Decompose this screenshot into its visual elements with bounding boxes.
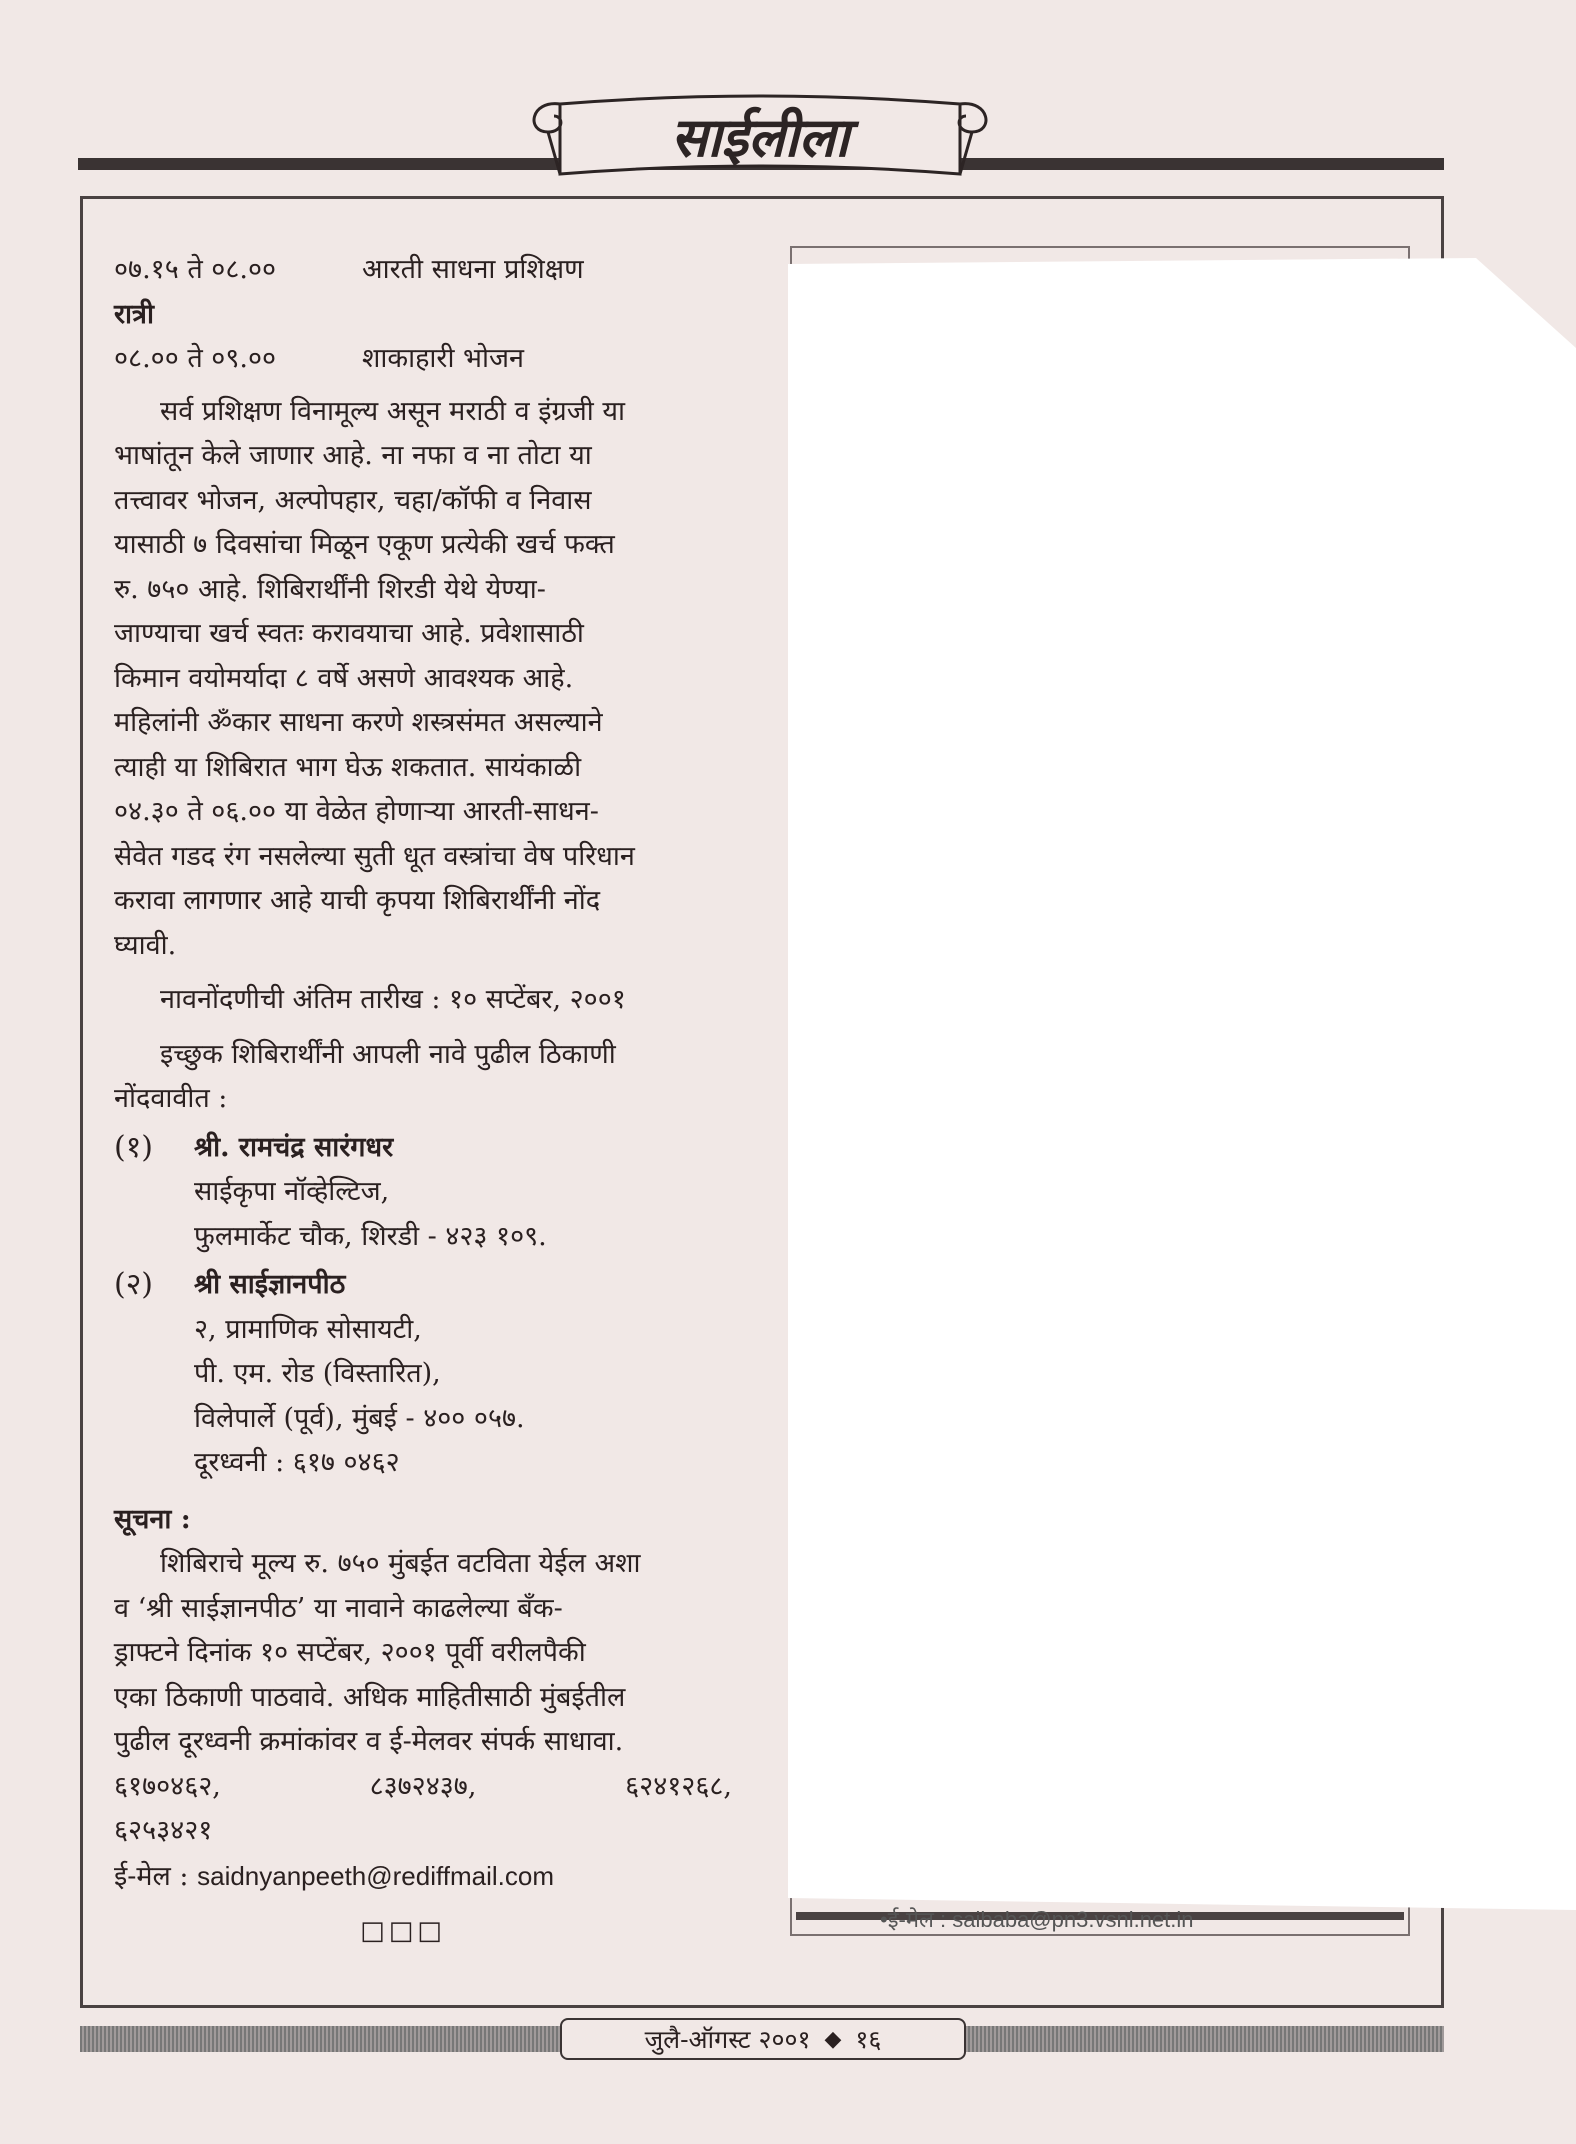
diamond-icon: ◆	[824, 2026, 842, 2052]
address-line: दूरध्वनी : ६१७ ०४६२	[194, 1447, 400, 1478]
paragraph-line: रु. ७५० आहे. शिबिरार्थींनी शिरडी येथे येण्या-	[114, 573, 546, 605]
phone-number: ८३७२४३७,	[369, 1770, 477, 1802]
notice-line: शिबिराचे मूल्य रु. ७५० मुंबईत वटविता येईल अशा	[160, 1548, 641, 1579]
paragraph-line: भाषांतून केले जाणार आहे. ना नफा व ना तोटा या	[114, 440, 592, 471]
schedule-activity: शाकाहारी भोजन	[362, 343, 525, 374]
phone-number: ६१७०४६२,	[114, 1770, 221, 1802]
schedule-row	[114, 248, 732, 293]
phone-number: ६२५३४२१	[114, 1815, 213, 1846]
notice-section	[114, 1498, 732, 1954]
email-label: ई-मेल :	[114, 1860, 189, 1892]
schedule-time: ०८.०० ते ०९.००	[114, 343, 277, 374]
notice-line: व ‘श्री साईज्ञानपीठ’ या नावाने काढलेल्या बँक-	[114, 1592, 563, 1624]
paragraph-line: त्याही या शिबिरात भाग घेऊ शकतात. सायंकाळी	[114, 751, 582, 783]
paragraph-line: नोंदवावीत :	[114, 1083, 228, 1114]
schedule-time: ०७.१५ ते ०८.००	[114, 254, 277, 285]
paragraph-line: यासाठी ७ दिवसांचा मिळून एकूण प्रत्येकी खर्च फक्त	[114, 529, 615, 560]
address-name: श्री. रामचंद्र सारंगधर	[194, 1131, 394, 1163]
phone-numbers	[114, 1765, 732, 1810]
paragraph-line: जाण्याचा खर्च स्वतः करावयाचा आहे. प्रवेशासाठी	[114, 618, 584, 649]
email-address: saidnyanpeeth@rediffmail.com	[197, 1860, 554, 1891]
footer-issue-box	[560, 2018, 966, 2060]
pasted-paper-slip	[786, 258, 1576, 1910]
paragraph-line: महिलांनी ॐकार साधना करणे शस्त्रसंमत असल्याने	[114, 707, 603, 738]
phone-number: ६२४१२६८,	[625, 1770, 732, 1802]
paragraph-line: घ्यावी.	[114, 929, 177, 961]
right-column-email: •ई-मेल : saibaba@pn3.vsnl.net.in	[880, 1907, 1194, 1932]
address-name: श्री साईज्ञानपीठ	[194, 1269, 346, 1300]
paragraph-line: ०४.३० ते ०६.०० या वेळेत होणाऱ्या आरती-साधन-	[114, 796, 599, 827]
registration-deadline: नावनोंदणीची अंतिम तारीख : १० सप्टेंबर, २००१	[160, 984, 626, 1015]
notice-heading: सूचना :	[114, 1503, 191, 1535]
address-line: विलेपार्ले (पूर्व), मुंबई - ४०० ०५७.	[194, 1402, 525, 1434]
schedule-row	[114, 337, 732, 382]
schedule-heading: रात्री	[114, 298, 154, 330]
address-number: (१)	[114, 1129, 154, 1165]
paragraph-line: करावा लागणार आहे याची कृपया शिबिरार्थींनी नोंद	[114, 885, 601, 916]
paragraph-line: सेवेत गडद रंग नसलेल्या सुती धूत वस्त्रांचा वेष परिधान	[114, 840, 635, 872]
email-line	[114, 1854, 732, 1900]
magazine-title: साईलीला	[670, 105, 850, 169]
notice-line: एका ठिकाणी पाठवावे. अधिक माहितीसाठी मुंबईतील	[114, 1681, 626, 1713]
paragraph-line: किमान वयोमर्यादा ८ वर्षे असणे आवश्यक आहे.	[114, 662, 574, 694]
address-number: (२)	[114, 1267, 154, 1302]
register-intro	[114, 1033, 732, 1122]
address-line: पी. एम. रोड (विस्तारित),	[194, 1358, 441, 1389]
address-line: साईकृपा नॉव्हेल्टिज,	[194, 1176, 390, 1207]
issue-date: जुलै-ऑगस्ट २००१	[644, 2025, 811, 2054]
notice-line: पुढील दूरध्वनी क्रमांकांवर व ई-मेलवर संपर्क साधावा.	[114, 1726, 624, 1757]
left-column	[114, 248, 732, 1954]
paragraph-line: तत्त्वावर भोजन, अल्पोपहार, चहा/कॉफी व निवास	[114, 484, 592, 516]
page-number: १६	[855, 2025, 882, 2054]
notice-line: ड्राफ्टने दिनांक १० सप्टेंबर, २००१ पूर्वी वरीलपैकी	[114, 1637, 586, 1668]
address-line: २, प्रामाणिक सोसायटी,	[194, 1313, 422, 1345]
end-mark-icon: □□□	[360, 1916, 446, 1946]
address-line: फुलमार्केट चौक, शिरडी - ४२३ १०९.	[194, 1220, 547, 1252]
address-1	[114, 1126, 732, 1260]
paragraph-line: सर्व प्रशिक्षण विनामूल्य असून मराठी व इंग्रजी या	[160, 395, 625, 427]
paragraph-line: इच्छुक शिबिरार्थींनी आपली नावे पुढील ठिकाणी	[160, 1038, 616, 1070]
schedule-activity: आरती साधना प्रशिक्षण	[362, 254, 584, 285]
main-paragraph	[114, 390, 732, 969]
address-2	[114, 1263, 732, 1486]
